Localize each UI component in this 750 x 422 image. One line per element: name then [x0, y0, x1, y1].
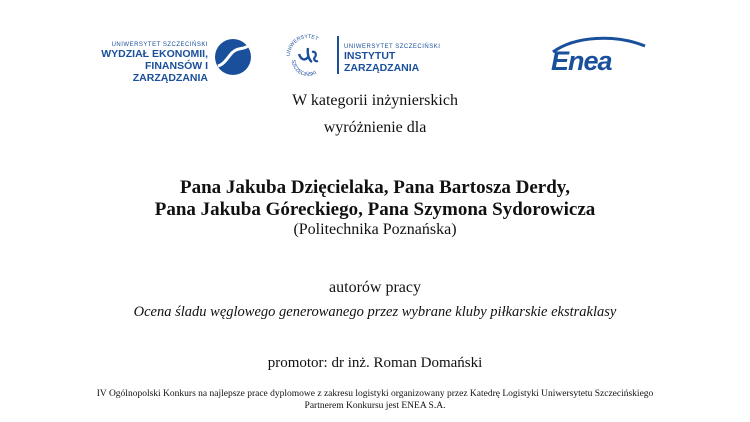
svg-text:UNIWERSYTET: UNIWERSYTET [285, 33, 320, 57]
university-seal-icon [282, 30, 334, 82]
wef-logo-text [72, 42, 208, 84]
iz-university-label: UNIWERSYTET SZCZECIŃSKI [344, 44, 441, 50]
svg-text:SZCZECIŃSKI: SZCZECIŃSKI [289, 59, 318, 79]
iz-divider [337, 36, 339, 74]
wef-name-line2: FINANSÓW I ZARZĄDZANIA [132, 60, 208, 84]
wef-logo [72, 36, 252, 86]
iz-logo [282, 30, 472, 86]
iz-logo-text [344, 44, 472, 74]
award-category: W kategorii inżynierskich [292, 92, 458, 109]
iz-institute-name: INSTYTUT ZARZĄDZANIA [344, 50, 420, 74]
recipients-line-1: Pana Jakuba Dzięcielaka, Pana Bartosza Derdy, [179, 177, 571, 198]
thesis-title: Ocena śladu węglowego generowanego przez wybrane kluby piłkarskie ekstraklasy [133, 304, 617, 320]
authors-label: autorów pracy [329, 279, 421, 296]
recipients-line-2: Pana Jakuba Góreckiego, Pana Szymona Sydorowicza [154, 199, 596, 220]
footer-contest-info: IV Ogólnopolski Konkurs na najlepsze prace dyplomowe z zakresu logistyki organizowany przez Katedrę Logistyki Uniwersytetu Szczecińskiego [96, 389, 654, 399]
enea-wordmark: Enea [551, 46, 612, 76]
award-type: wyróżnienie dla [323, 119, 427, 136]
enea-logo [545, 34, 655, 80]
logo-bar [0, 28, 750, 88]
wef-emblem-icon [214, 38, 252, 76]
promotor: promotor: dr inż. Roman Domański [267, 355, 483, 371]
wef-university-label: UNIWERSYTET SZCZECIŃSKI [111, 42, 208, 48]
footer-partner-info: Partnerem Konkursu jest ENEA S.A. [304, 401, 446, 411]
wef-name-line1: WYDZIAŁ EKONOMII, [101, 48, 208, 60]
recipients-school: (Politechnika Poznańska) [293, 221, 457, 238]
